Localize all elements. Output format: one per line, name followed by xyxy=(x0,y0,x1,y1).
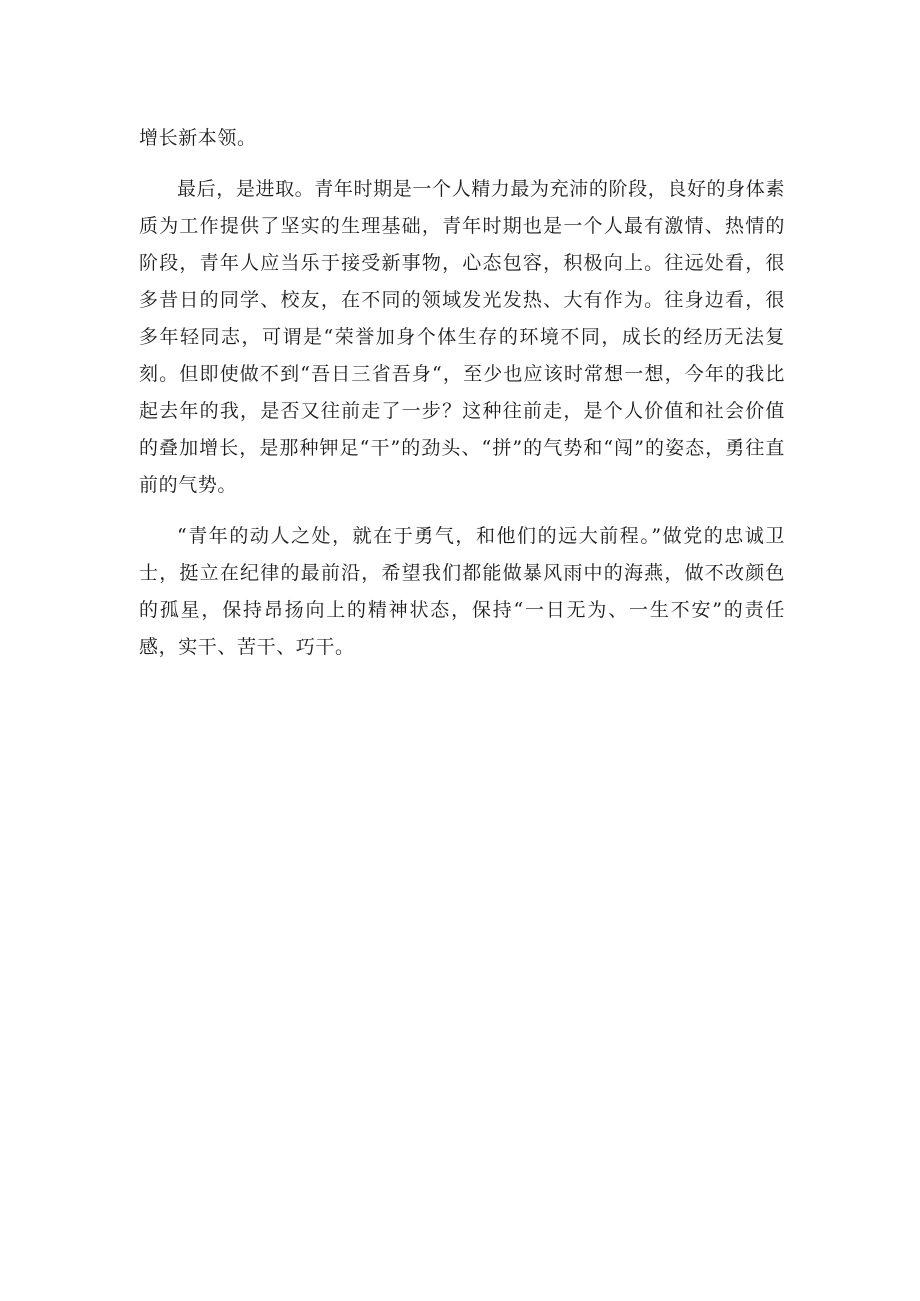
document-body xyxy=(139,120,785,680)
paragraph-continuation: 增长新本领。 xyxy=(139,127,257,149)
paragraph-closing: “青年的动人之处，就在于勇气，和他们的远大前程。”做党的忠诚卫士，挺立在纪律的最前沿，希望我们都能做暴风雨中的海燕，做不改颜色的孤星，保持昂扬向上的精神状态，保持“一日无为、一生不安”的责任感，实干、苦干、巧干。 xyxy=(139,525,785,658)
paragraph-enterprise: 最后，是进取。青年时期是一个人精力最为充沛的阶段，良好的身体素质为工作提供了坚实的生理基础，青年时期也是一个人最有激情、热情的阶段，青年人应当乐于接受新事物，心态包容，积极向上。往远处看，很多昔日的同学、校友，在不同的领域发光发热、大有作为。往身边看，很多年轻同志，可谓是“荣誉加身个体生存的环境不同，成长的经历无法复刻。但即使做不到“吾日三省吾身“，至少也应该时常想一想，今年的我比起去年的我，是否又往前走了一步？这种往前走，是个人价值和社会价值的叠加增长，是那种钾足“干”的劲头、“拼”的气势和“闯”的姿态，勇往直前的气势。 xyxy=(139,178,785,496)
